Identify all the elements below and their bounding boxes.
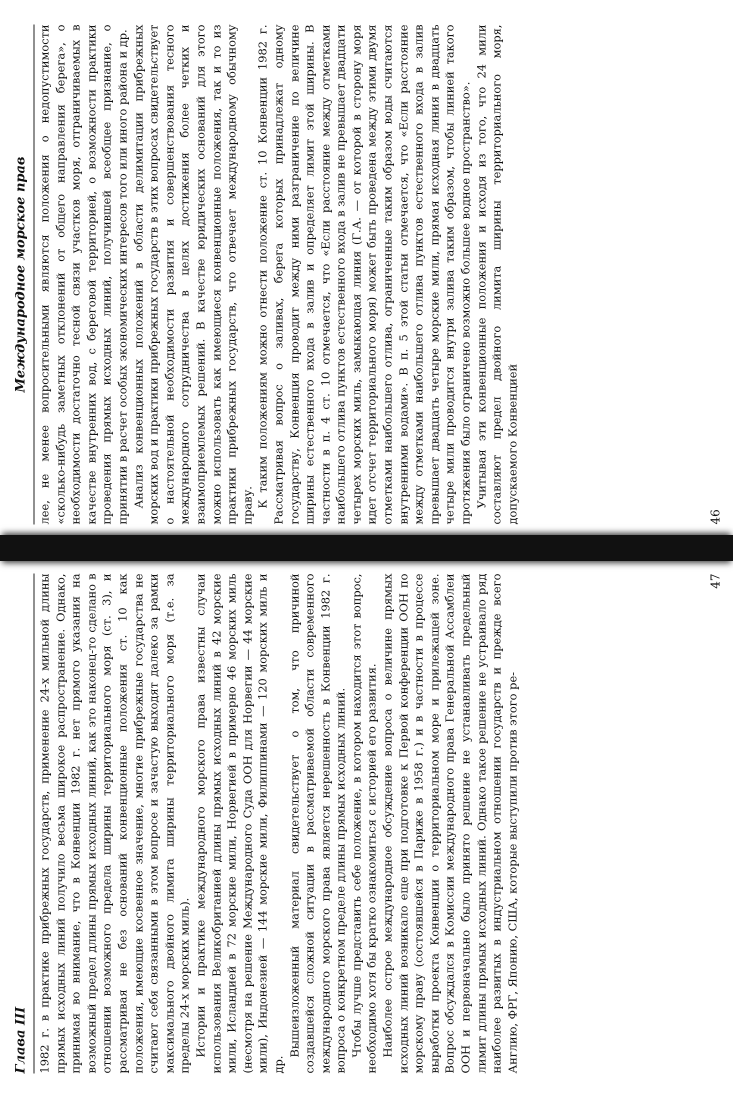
paragraph: Вышеизложенный материал свидетельствует о том, что причиной создавшейся сложной ситуации в рассматриваемой области современного международного морского права является нерешенность в Конвенции 1982 г. вопроса о конкретном пределе длины прямых исходных линий. <box>287 573 348 1074</box>
right-page <box>0 549 733 1097</box>
paragraph: Учитывая эти конвенционные положения и исходя из того, что 24 мили составляют предел двойного лимита ширины территориального моря, допускаемого Конвенцией <box>474 24 520 525</box>
text-body <box>38 574 699 1074</box>
paragraph: Наиболее острое международное обсуждение вопроса о величине прямых исходных линий возникало еще при подготовке к Первой конференции ООН по морскому праву (состоявшейся в Париже в 1958 г.) и в частности в процессе выработки проекта Конвенции о территориальном море и прилежащей зоне. Вопрос обсуждался в Комиссии международного права Генеральной Ассамблеи ООН и первоначально было принято решение не устанавливать предельный лимит длины прямых исходных линий. Однако такое решение не устраивало ряд наиболее развитых в индустриальном отношении государств и прежде всего Англию, ФРГ, Японию, США, которые выступили против этого ре- <box>380 573 520 1074</box>
running-header-title: Международное морское прав <box>13 156 29 393</box>
text-body <box>38 25 699 525</box>
paragraph: К таким положениям можно отнести положение ст. 10 Конвенции 1982 г. Рассматривая вопрос о заливах, берега которых принадлежат одному государству, Конвенция проводит между ними разграничение по величине ширины естественного входа в залив и определяет лимит этой ширины. В частности в п. 4 ст. 10 отмечается, что «Если расстояние между отметками наибольшего отлива пунктов естественного входа в залив не превышает двадцати четырех морских миль, замыкающая линия (Г.А. — от которой в сторону моря идет отсчет территориального моря) может быть проведена между этими двумя отметками наибольшего отлива, ограниченные таким образом воды считаются внутренними водами». В п. 5 этой статьи отмечается, что «Если расстояние между отметками наибольшего отлива пунктов естественного входа в залив превышает двадцать четыре морские мили, прямая исходная линия в двадцать четыре мили проводится внутри залива таким образом, чтобы линией такого протяжения было ограничено возможно большее водное пространство». <box>255 24 473 525</box>
paragraph: 1982 г. в практике прибрежных государств, применение 24-х мильной длины прямых исходных линий получило весьма широкое распространение. Однако, принимая во внимание, что в Конвенции 1982 г. нет прямого указания на возможный предел длины прямых исходных линий, как это наконец-то сделано в отношении возможного предела ширины территориального моря (ст. 3), и рассматривая не без оснований конвенционные положения ст. 10 как положения, имеющие косвенное значение, многие прибрежные государства не считают себя связанными в этом вопросе и зачастую выходят далеко за рамки максимального двойного лимита ширины территориального моря (т.е. за пределы 24-х морских миль). <box>37 573 192 1074</box>
paragraph: Истории и практике международного морского права известны случаи использования Великобританией длины прямых исходных линий в 42 морские мили, Исландией в 72 морские мили, Норвегией в примерно 46 морских миль (несмотря на решение Международного Суда ООН для Норвегии — 44 морские мили), Индонезией — 144 морские мили, Филиппинами — 120 морских миль и др. <box>193 573 286 1074</box>
right-page-content <box>0 550 733 1097</box>
paragraph: Чтобы лучше представить себе положение, в котором находится этот вопрос, необходимо хотя бы кратко ознакомиться с историей его развития. <box>349 573 379 1074</box>
running-header <box>14 25 35 525</box>
running-header <box>14 574 35 1074</box>
page-number: 47 <box>708 573 723 589</box>
paragraph: Анализ конвенционных положений в области делимитации прибрежных морских вод и практики прибрежных государств в этих вопросах свидетельствует о настоятельной необходимости развития и совершенствования тесного международного сотрудничества в целях достижения более четких и взаимоприемлемых решений. В качестве юридических оснований для этого можно использовать как имеющиеся конвенционные положения, так и то из практики прибрежных государств, что отвечает международному обычному праву. <box>131 24 255 525</box>
page-number: 46 <box>708 509 723 525</box>
paragraph: лее, не менее вопросительными являются положения о недопустимости «сколько-нибудь заметных отклонений от общего направления берега», о необходимости достаточно тесной связи участков моря, отграничиваемых в качестве внутренних вод, с береговой территорией, о возможности практики проведения прямых исходных линий, получившей всеобщее признание, о принятии в расчет особых экономических интересов того или иного района и др. <box>37 24 130 525</box>
left-page-content <box>0 1 733 549</box>
running-header-title: Глава III <box>13 1006 29 1074</box>
left-page <box>0 0 733 548</box>
